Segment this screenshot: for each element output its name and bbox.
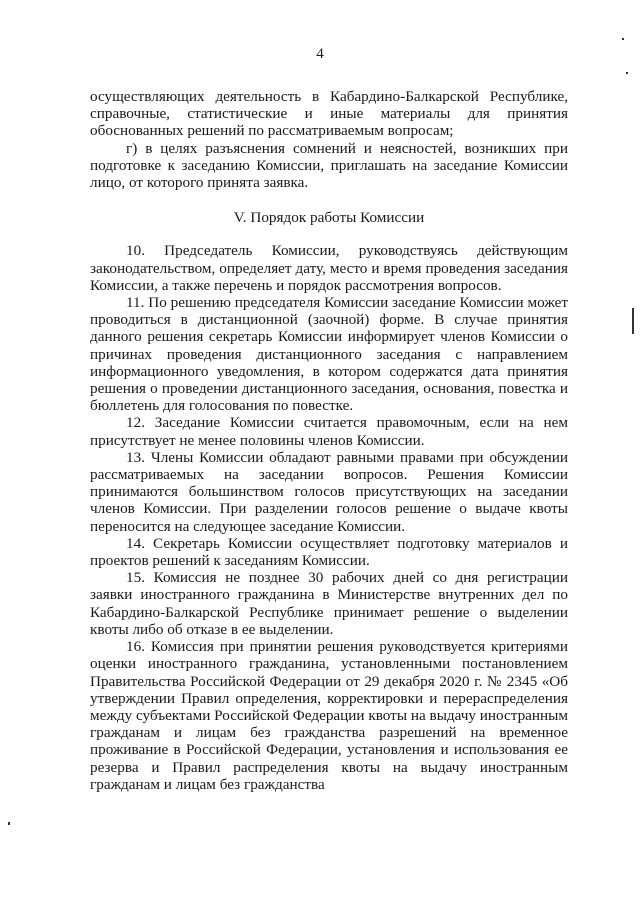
section-heading: V. Порядок работы Комиссии bbox=[233, 209, 425, 227]
paragraph-13: 13. Члены Комиссии обладают равными правами при обсуждении рассматриваемых на заседании вопросов. Решения Комиссии принимаются большинством голосов присутствующих на заседании членов Комиссии. При разделении голосов решение о выдаче квоты переносится на следующее заседание Комиссии. bbox=[90, 448, 568, 535]
paragraph-12: 12. Заседание Комиссии считается правомочным, если на нем присутствует не менее половины членов Комиссии. bbox=[90, 414, 568, 449]
scan-mark bbox=[626, 72, 628, 74]
scan-mark bbox=[622, 38, 624, 40]
paragraph-10: 10. Председатель Комиссии, руководствуясь действующим законодательством, определяет дату, место и время проведения заседания Комиссии, а также перечень и порядок рассмотрения вопросов. bbox=[90, 242, 568, 294]
paragraph-15: 15. Комиссия не позднее 30 рабочих дней со дня регистрации заявки иностранного гражданина в Министерстве внутренних дел по Кабардино-Балкарской Республике принимает решение о выделении квоты либо об отказе в ее выделении. bbox=[90, 569, 568, 638]
scan-mark bbox=[8, 822, 10, 825]
document-body bbox=[90, 88, 568, 793]
page-number: 4 bbox=[316, 46, 324, 62]
paragraph-16: 16. Комиссия при принятии решения руководствуется критериями оценки иностранного гражданина, установленными постановлением Правительства Российской Федерации от 29 декабря 2020 г. № 2345 «Об утверждении Правил определения, корректировки и перераспределения между субъектами Российской Федерации квоты на выдачу иностранным гражданам и лицам без гражданства разрешений на временное проживание в Российской Федерации, установления и использования ее резерва и Правил распределения квоты на выдачу иностранным гражданам и лицам без гражданства bbox=[90, 638, 568, 793]
paragraph-item-g: г) в целях разъяснения сомнений и неясностей, возникших при подготовке к заседанию Комиссии, приглашать на заседание Комиссии лицо, от которого принята заявка. bbox=[90, 139, 568, 192]
paragraph-continuation: осуществляющих деятельность в Кабардино-Балкарской Республике, справочные, статистические и иные материалы для принятия обоснованных решений по рассматриваемым вопросам; bbox=[90, 88, 568, 140]
scan-mark bbox=[632, 308, 634, 334]
paragraph-11: 11. По решению председателя Комиссии заседание Комиссии может проводиться в дистанционной (заочной) форме. В случае принятия данного решения секретарь Комиссии информирует членов Комиссии о причинах проведения дистанционного заседания с направлением информационного уведомления, в котором содержатся дата принятия решения о проведении дистанционного заседания, основания, повестка и бюллетень для голосования по повестке. bbox=[90, 294, 568, 415]
paragraph-14: 14. Секретарь Комиссии осуществляет подготовку материалов и проектов решений к заседаниям Комиссии. bbox=[90, 534, 568, 570]
